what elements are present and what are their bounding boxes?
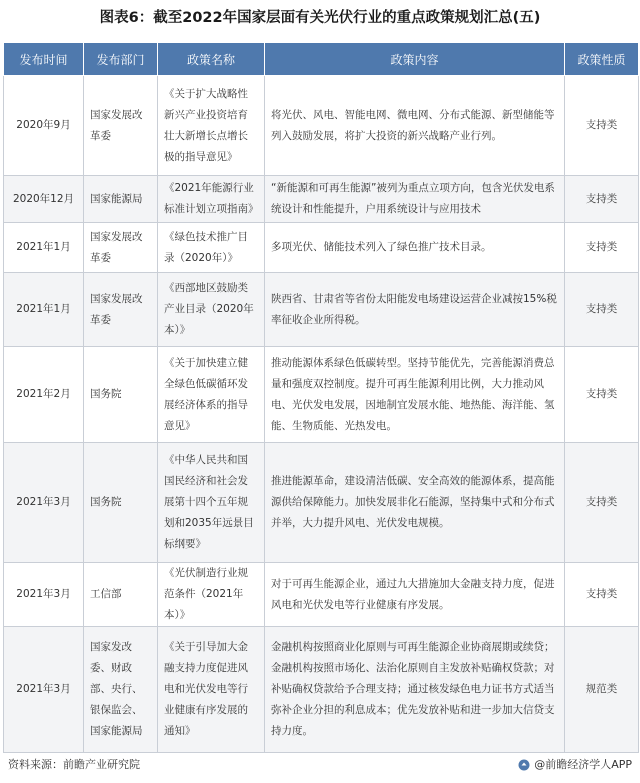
source-note: 资料来源：前瞻产业研究院: [8, 758, 140, 771]
policy-table: [3, 42, 639, 753]
cell-nature: 支持类: [565, 443, 639, 563]
cell-dept: 国家发展改革委: [84, 273, 158, 347]
footer: [8, 754, 632, 776]
cell-nature: 规范类: [565, 627, 639, 753]
cell-content: 多项光伏、储能技术列入了绿色推广技术目录。: [265, 223, 565, 273]
cell-dept: 国家发展改革委: [84, 223, 158, 273]
table-row: [4, 273, 639, 347]
cell-time: 2021年3月: [4, 627, 84, 753]
cell-content: 推进能源革命，建设清洁低碳、安全高效的能源体系，提高能源供给保障能力。加快发展非化石能源，坚持集中式和分布式并举，大力提升风电、光伏发电规模。: [265, 443, 565, 563]
cell-dept: 国家发改委、财政部、央行、银保监会、国家能源局: [84, 627, 158, 753]
table-row: [4, 223, 639, 273]
cell-time: 2021年1月: [4, 273, 84, 347]
cell-dept: 国务院: [84, 347, 158, 443]
cell-time: 2020年12月: [4, 176, 84, 223]
header-time: 发布时间: [4, 43, 84, 76]
cell-name: 《关于扩大战略性新兴产业投资培育壮大新增长点增长极的指导意见》: [158, 76, 265, 176]
cell-name: 《中华人民共和国国民经济和社会发展第十四个五年规划和2035年远景目标纲要》: [158, 443, 265, 563]
cell-content: 金融机构按照商业化原则与可再生能源企业协商展期或续贷；金融机构按照市场化、法治化原则自主发放补贴确权贷款；对补贴确权贷款给予合理支持；通过核发绿色电力证书方式适当弥补企业分担的利息成本；优先发放补贴和进一步加大信贷支持力度。: [265, 627, 565, 753]
app-credit-text: @前瞻经济学人APP: [534, 758, 632, 771]
header-name: 政策名称: [158, 43, 265, 76]
cell-name: 《绿色技术推广目录（2020年）》: [158, 223, 265, 273]
cell-content: 对于可再生能源企业，通过九大措施加大金融支持力度，促进风电和光伏发电等行业健康有序发展。: [265, 563, 565, 627]
cell-nature: 支持类: [565, 76, 639, 176]
table-row: [4, 563, 639, 627]
cell-nature: 支持类: [565, 347, 639, 443]
table-row: [4, 443, 639, 563]
chart-title: 图表6：截至2022年国家层面有关光伏行业的重点政策规划汇总(五): [99, 10, 541, 26]
cell-time: 2021年1月: [4, 223, 84, 273]
cell-time: 2020年9月: [4, 76, 84, 176]
cell-nature: 支持类: [565, 223, 639, 273]
cell-name: 《光伏制造行业规范条件（2021年本）》: [158, 563, 265, 627]
cell-time: 2021年2月: [4, 347, 84, 443]
cell-dept: 国家能源局: [84, 176, 158, 223]
table-row: [4, 176, 639, 223]
cell-name: 《西部地区鼓励类产业目录（2020年本）》: [158, 273, 265, 347]
cell-dept: 国家发展改革委: [84, 76, 158, 176]
cell-name: 《关于引导加大金融支持力度促进风电和光伏发电等行业健康有序发展的通知》: [158, 627, 265, 753]
header-dept: 发布部门: [84, 43, 158, 76]
cell-nature: 支持类: [565, 273, 639, 347]
cell-nature: 支持类: [565, 563, 639, 627]
cell-name: 《关于加快建立健全绿色低碳循环发展经济体系的指导意见》: [158, 347, 265, 443]
table-row: [4, 76, 639, 176]
app-credit: [518, 754, 632, 776]
cell-content: 将光伏、风电、智能电网、微电网、分布式能源、新型储能等列入鼓励发展，将扩大投资的新兴战略产业行列。: [265, 76, 565, 176]
brand-logo-icon: [518, 759, 530, 771]
cell-content: “新能源和可再生能源”被列为重点立项方向，包含光伏发电系统设计和性能提升，户用系统设计与应用技术: [265, 176, 565, 223]
cell-nature: 支持类: [565, 176, 639, 223]
table-row: [4, 347, 639, 443]
cell-content: 陕西省、甘肃省等省份太阳能发电场建设运营企业减按15%税率征收企业所得税。: [265, 273, 565, 347]
cell-time: 2021年3月: [4, 563, 84, 627]
header-nature: 政策性质: [565, 43, 639, 76]
cell-dept: 国务院: [84, 443, 158, 563]
header-content: 政策内容: [265, 43, 565, 76]
cell-name: 《2021年能源行业标准计划立项指南》: [158, 176, 265, 223]
cell-dept: 工信部: [84, 563, 158, 627]
cell-content: 推动能源体系绿色低碳转型。坚持节能优先，完善能源消费总量和强度双控制度。提升可再生能源利用比例，大力推动风电、光伏发电发展，因地制宜发展水能、地热能、海洋能、氢能、生物质能、光热发电。: [265, 347, 565, 443]
cell-time: 2021年3月: [4, 443, 84, 563]
table-row: [4, 627, 639, 753]
table-header-row: [4, 43, 639, 76]
